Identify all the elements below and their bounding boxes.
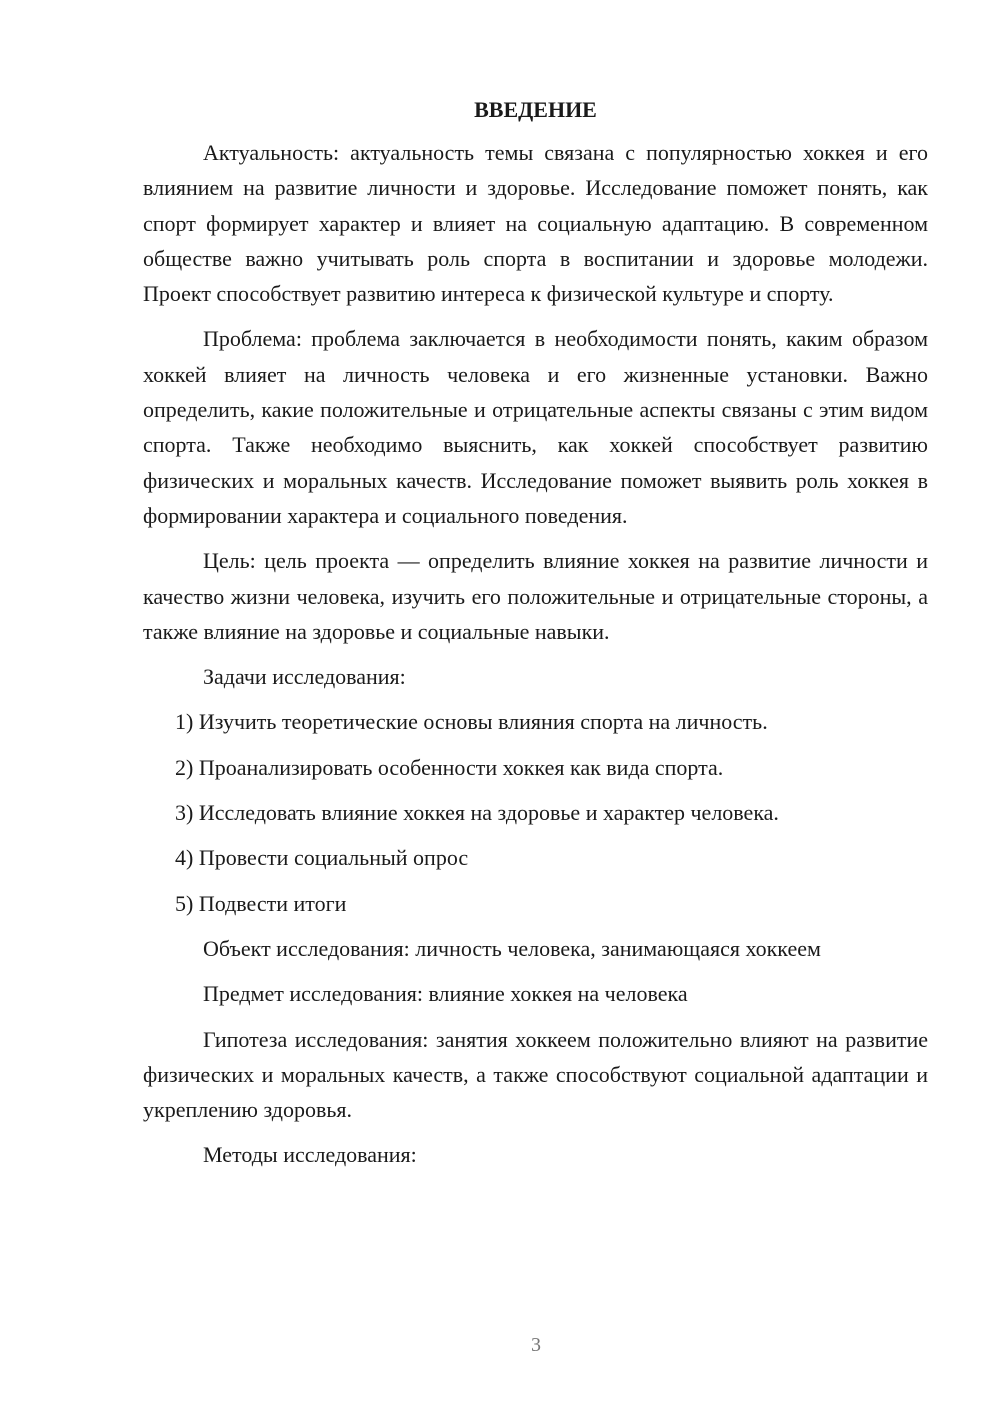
task-item: 1) Изучить теоретические основы влияния спорта на личность. — [175, 709, 768, 735]
tasks-title: Задачи исследования: — [203, 664, 406, 690]
task-item: 4) Провести социальный опрос — [175, 845, 469, 871]
methods-title: Методы исследования: — [203, 1142, 417, 1168]
research-object: Объект исследования: личность человека, занимающаяся хоккеем — [203, 935, 821, 961]
page-number: 3 — [531, 1334, 541, 1356]
research-subject: Предмет исследования: влияние хоккея на человека — [203, 981, 688, 1007]
page-content — [143, 95, 928, 1183]
task-item: 3) Исследовать влияние хоккея на здоровье и характер человека. — [175, 800, 779, 826]
goal-paragraph: Цель: цель проекта — определить влияние хоккея на развитие личности и качество жизни человека, изучить его положительные и отрицательные стороны, а также влияние на здоровье и социальные навыки. — [143, 548, 928, 644]
hypothesis-paragraph: Гипотеза исследования: занятия хоккеем положительно влияют на развитие физических и моральных качеств, а также способствуют социальной адаптации и укреплению здоровья. — [143, 1026, 928, 1123]
section-heading: ВВЕДЕНИЕ — [474, 97, 597, 122]
problem-paragraph: Проблема: проблема заключается в необходимости понять, каким образом хоккей влияет на личность человека и его жизненные установки. Важно определить, какие положительные и отрицательные аспекты связаны с этим видом спорта. Также необходимо выяснить, как хоккей способствует развитию физических и моральных качеств. Исследование поможет выявить роль хоккея в формировании характера и социального поведения. — [143, 326, 928, 528]
task-item: 2) Проанализировать особенности хоккея как вида спорта. — [175, 754, 724, 780]
task-item: 5) Подвести итоги — [175, 890, 347, 916]
tasks-list — [143, 704, 928, 920]
relevance-paragraph: Актуальность: актуальность темы связана с популярностью хоккея и его влиянием на развитие личности и здоровье. Исследование поможет понять, как спорт формирует характер и влияет на социальную адаптацию. В современном обществе важно учитывать роль спорта в воспитании и здоровье молодежи. Проект способствует развитию интереса к физической культуре и спорту. — [143, 140, 928, 307]
